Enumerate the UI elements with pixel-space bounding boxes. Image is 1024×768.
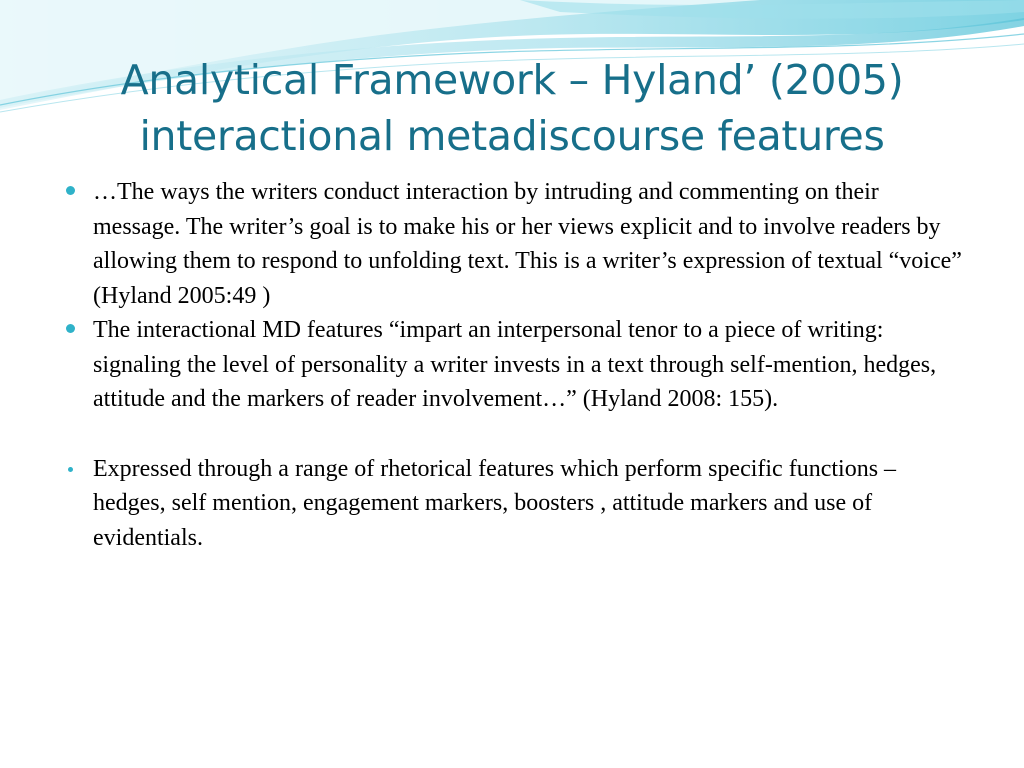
bullet-item	[62, 452, 967, 556]
title-line-2: interactional metadiscourse features	[139, 112, 885, 160]
bullet-text: Expressed through a range of rhetorical features which perform specific functions – hedges, self mention, engagement markers, boosters , attitude markers and use of evidentials.	[93, 455, 897, 551]
bullet-dot-icon	[68, 467, 73, 472]
bullet-dot-icon	[66, 324, 75, 333]
bullet-text: The interactional MD features “impart an interpersonal tenor to a piece of writing: signaling the level of personality a writer invests in a text through self-mention, hedges, attitude and the markers of reader involvement…” (Hyland 2008: 155).	[93, 317, 937, 412]
bullet-dot-icon	[66, 186, 75, 195]
bullet-list	[62, 175, 967, 555]
bullet-item	[62, 175, 967, 313]
bullet-item	[62, 313, 967, 417]
slide-title	[40, 52, 984, 164]
title-line-1: Analytical Framework – Hyland’ (2005)	[120, 56, 904, 104]
bullet-text: …The ways the writers conduct interaction by intruding and commenting on their message. The writer’s goal is to make his or her views explicit and to involve readers by allowing them to respond to unfolding text. This is a writer’s expression of textual “voice” (Hyland 2005:49 )	[93, 179, 962, 309]
